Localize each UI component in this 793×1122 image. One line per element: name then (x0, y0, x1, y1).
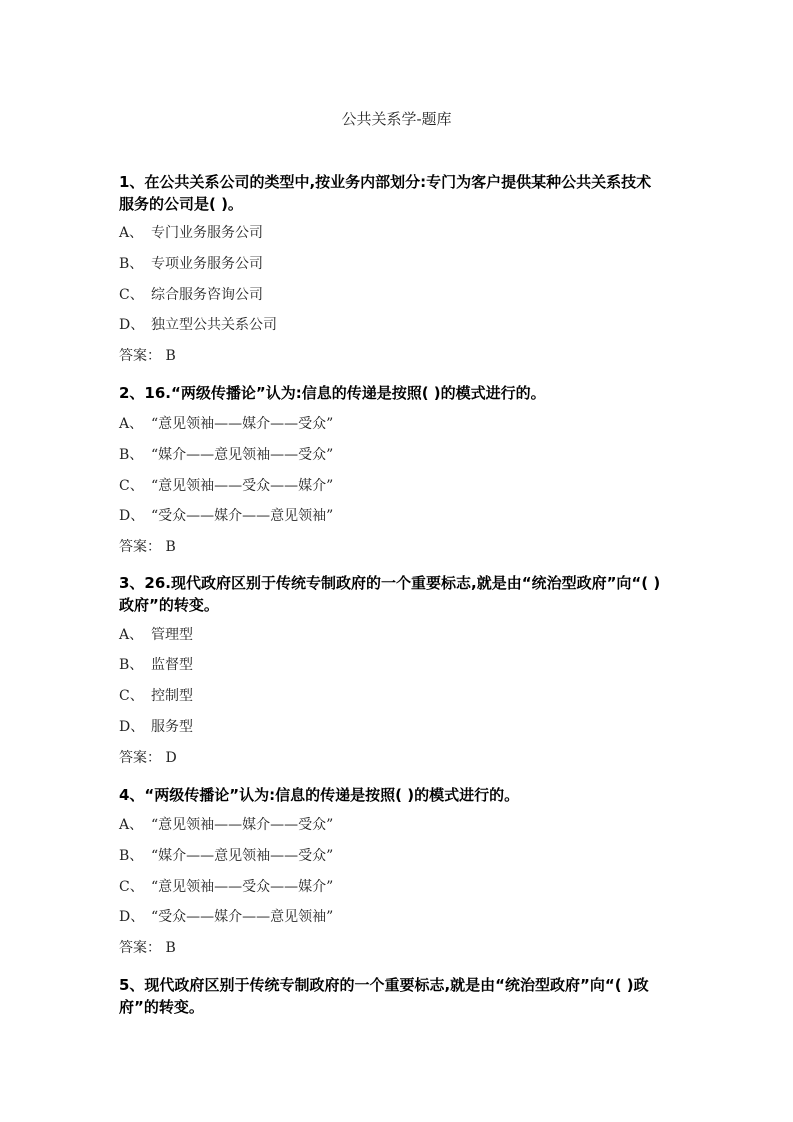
question-4-option-d (119, 907, 333, 927)
option-text: 服务型 (151, 719, 193, 735)
option-letter: C、 (119, 688, 144, 704)
question-3-answer (119, 748, 177, 768)
answer-value: D (165, 750, 177, 766)
option-text: 独立型公共关系公司 (151, 317, 277, 333)
option-text: “意见领袖——受众——媒介” (151, 879, 334, 895)
option-letter: B、 (119, 447, 144, 463)
answer-value: B (165, 940, 176, 956)
option-text: “意见领袖——媒介——受众” (151, 817, 334, 833)
question-1-answer (119, 346, 176, 366)
question-2-option-b (119, 445, 333, 465)
answer-label: 答案： (119, 940, 161, 956)
answer-label: 答案： (119, 539, 161, 555)
question-4-option-a (119, 815, 333, 835)
question-4-option-b (119, 846, 333, 866)
question-2-option-a (119, 414, 333, 434)
question-2-option-c (119, 476, 333, 496)
question-4-option-c (119, 877, 333, 897)
option-text: 综合服务咨询公司 (151, 287, 263, 303)
question-3-option-c (119, 686, 193, 706)
option-text: “媒介——意见领袖——受众” (151, 848, 334, 864)
question-4-answer (119, 938, 176, 958)
question-3-option-d (119, 717, 193, 737)
question-2-option-d (119, 506, 333, 526)
answer-label: 答案： (119, 750, 161, 766)
answer-label: 答案： (119, 348, 161, 364)
option-letter: D、 (119, 719, 145, 735)
question-3-option-a (119, 625, 193, 645)
option-letter: A、 (119, 627, 144, 643)
option-text: “意见领袖——受众——媒介” (151, 478, 334, 494)
question-2-answer (119, 537, 176, 557)
question-1-option-d (119, 315, 277, 335)
option-letter: C、 (119, 287, 144, 303)
option-letter: A、 (119, 817, 144, 833)
option-letter: C、 (119, 478, 144, 494)
question-1-option-c (119, 285, 263, 305)
option-text: “受众——媒介——意见领袖” (151, 909, 334, 925)
option-text: 专门业务服务公司 (151, 225, 263, 241)
question-1-option-b (119, 254, 263, 274)
option-text: “受众——媒介——意见领袖” (151, 508, 334, 524)
question-5-stem: 5、现代政府区别于传统专制政府的一个重要标志,就是由“统治型政府”向“( )政府”的转变。 (119, 976, 649, 1016)
answer-value: B (165, 348, 176, 364)
option-letter: A、 (119, 225, 144, 241)
question-3-option-b (119, 655, 193, 675)
question-3-stem: 3、26.现代政府区别于传统专制政府的一个重要标志,就是由“统治型政府”向“( )政府”的转变。 (119, 574, 661, 614)
option-letter: D、 (119, 317, 145, 333)
option-text: 专项业务服务公司 (151, 256, 263, 272)
option-letter: B、 (119, 256, 144, 272)
question-1-stem: 1、在公共关系公司的类型中,按业务内部划分:专门为客户提供某种公共关系技术服务的公司是( )。 (119, 173, 652, 213)
question-4-stem: 4、“两级传播论”认为:信息的传递是按照( )的模式进行的。 (119, 786, 520, 804)
option-text: 监督型 (151, 657, 193, 673)
option-text: “意见领袖——媒介——受众” (151, 416, 334, 432)
option-text: “媒介——意见领袖——受众” (151, 447, 334, 463)
answer-value: B (165, 539, 176, 555)
option-letter: A、 (119, 416, 144, 432)
option-letter: C、 (119, 879, 144, 895)
option-text: 控制型 (151, 688, 193, 704)
option-letter: D、 (119, 508, 145, 524)
option-letter: B、 (119, 657, 144, 673)
document-title: 公共关系学-题库 (341, 110, 452, 128)
option-letter: D、 (119, 909, 145, 925)
option-letter: B、 (119, 848, 144, 864)
option-text: 管理型 (151, 627, 193, 643)
question-2-stem: 2、16.“两级传播论”认为:信息的传递是按照( )的模式进行的。 (119, 384, 546, 402)
question-1-option-a (119, 223, 263, 243)
